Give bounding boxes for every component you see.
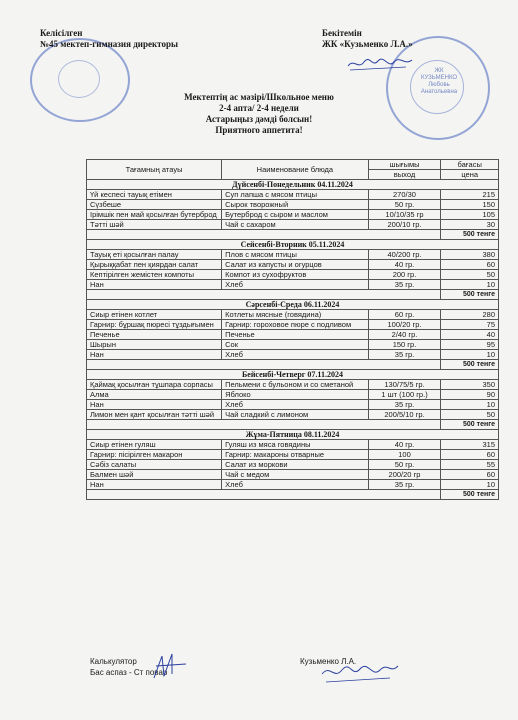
- director-title: №45 мектеп-гимназия директоры: [40, 39, 178, 49]
- dish-name-kz: Сүзбеше: [87, 200, 222, 210]
- dish-name-ru: Сок: [222, 340, 369, 350]
- dish-name-ru: Гуляш из мяса говядины: [222, 440, 369, 450]
- dish-name-ru: Яблоко: [222, 390, 369, 400]
- table-row: [87, 450, 499, 460]
- day-header-row: [87, 240, 499, 250]
- agreed-label: Келісілген: [40, 28, 83, 38]
- day-header-row: [87, 430, 499, 440]
- dish-yield: 100: [368, 450, 441, 460]
- table-row: [87, 400, 499, 410]
- dish-price: 215: [441, 190, 499, 200]
- dish-yield: 50 гр.: [368, 460, 441, 470]
- day-title: Бейсенбі-Четверг 07.11.2024: [87, 370, 499, 380]
- title-line-3: Астарыңыз дәмді болсын!: [205, 114, 313, 124]
- table-row: [87, 310, 499, 320]
- dish-name-kz: Гарнир: пісірілген макарон: [87, 450, 222, 460]
- table-row: [87, 390, 499, 400]
- owner-name: Кузьменко Л.А.: [300, 657, 357, 666]
- day-total-price: 500 тенге: [441, 230, 499, 240]
- table-row: [87, 380, 499, 390]
- dish-price: 10: [441, 480, 499, 490]
- header-ru-name: Наименование блюда: [222, 160, 369, 180]
- entrepreneur-name: ЖК «Кузьменко Л.А.»: [322, 39, 413, 49]
- table-row: [87, 320, 499, 330]
- dish-price: 105: [441, 210, 499, 220]
- dish-yield: 200/5/10 гр.: [368, 410, 441, 420]
- dish-yield: 1 шт (100 гр.): [368, 390, 441, 400]
- dish-name-kz: Қаймақ қосылған тұшпара сорпасы: [87, 380, 222, 390]
- dish-price: 60: [441, 470, 499, 480]
- dish-price: 60: [441, 260, 499, 270]
- menu-table: [86, 159, 499, 500]
- dish-price: 50: [441, 410, 499, 420]
- table-row: [87, 220, 499, 230]
- dish-name-ru: Пельмени с бульоном и со сметаной: [222, 380, 369, 390]
- dish-name-ru: Компот из сухофруктов: [222, 270, 369, 280]
- dish-price: 55: [441, 460, 499, 470]
- dish-yield: 40 гр.: [368, 440, 441, 450]
- dish-name-ru: Гарнир: гороховое пюре с подливом: [222, 320, 369, 330]
- dish-name-ru: Салат из капусты и огурцов: [222, 260, 369, 270]
- table-row: [87, 270, 499, 280]
- dish-name-ru: Гарнир: макароны отварные: [222, 450, 369, 460]
- dish-name-kz: Үй кеспесі тауық етімен: [87, 190, 222, 200]
- day-total-row: [87, 360, 499, 370]
- dish-price: 50: [441, 270, 499, 280]
- day-header-row: [87, 370, 499, 380]
- chef-label: Бас аспаз - Ст повар: [90, 668, 168, 677]
- dish-price: 10: [441, 350, 499, 360]
- dish-price: 90: [441, 390, 499, 400]
- dish-price: 350: [441, 380, 499, 390]
- dish-yield: 150 гр.: [368, 340, 441, 350]
- dish-name-ru: Чай с сахаром: [222, 220, 369, 230]
- dish-name-ru: Хлеб: [222, 350, 369, 360]
- dish-name-kz: Нан: [87, 280, 222, 290]
- dish-price: 10: [441, 400, 499, 410]
- dish-name-ru: Хлеб: [222, 400, 369, 410]
- dish-name-kz: Лимон мен қант қосылған тәтті шәй: [87, 410, 222, 420]
- dish-yield: 10/10/35 гр: [368, 210, 441, 220]
- dish-name-ru: Сырок творожный: [222, 200, 369, 210]
- table-row: [87, 440, 499, 450]
- table-row: [87, 480, 499, 490]
- dish-price: 315: [441, 440, 499, 450]
- title-line-1: Мектептің ас мәзірі/Школьное меню: [184, 92, 334, 102]
- table-row: [87, 470, 499, 480]
- dish-name-kz: Шырын: [87, 340, 222, 350]
- table-row: [87, 260, 499, 270]
- calculator-label: Калькулятор: [90, 657, 137, 666]
- table-row: [87, 410, 499, 420]
- table-header-row-1: [87, 160, 499, 170]
- dish-name-kz: Сиыр етінен котлет: [87, 310, 222, 320]
- day-title: Жұма-Пятница 08.11.2024: [87, 430, 499, 440]
- chef-signature: [150, 650, 190, 682]
- dish-name-kz: Нан: [87, 480, 222, 490]
- header-price-kz: бағасы: [441, 160, 499, 170]
- dish-price: 75: [441, 320, 499, 330]
- dish-name-ru: Суп лапша с мясом птицы: [222, 190, 369, 200]
- dish-yield: 40/200 гр.: [368, 250, 441, 260]
- header-yield-ru: выход: [368, 170, 441, 180]
- dish-yield: 40 гр.: [368, 260, 441, 270]
- table-row: [87, 190, 499, 200]
- day-title: Сейсенбі-Вторник 05.11.2024: [87, 240, 499, 250]
- dish-yield: 60 гр.: [368, 310, 441, 320]
- approval-right-block: [322, 28, 413, 50]
- day-total-row: [87, 230, 499, 240]
- dish-name-ru: Плов с мясом птицы: [222, 250, 369, 260]
- title-line-4: Приятного аппетита!: [215, 125, 303, 135]
- table-row: [87, 250, 499, 260]
- day-total-price: 500 тенге: [441, 290, 499, 300]
- table-row: [87, 340, 499, 350]
- dish-name-kz: Қырыққабат пен қиярдан салат: [87, 260, 222, 270]
- stamp-lettering: ЖК КУЗЬМЕНКО Любовь Анатольевна: [420, 68, 458, 95]
- approval-left-block: [40, 28, 178, 50]
- dish-yield: 50 гр.: [368, 200, 441, 210]
- dish-name-ru: Чай сладкий с лимоном: [222, 410, 369, 420]
- dish-price: 60: [441, 450, 499, 460]
- dish-name-kz: Сиыр етінен гуляш: [87, 440, 222, 450]
- table-row: [87, 210, 499, 220]
- total-spacer: [87, 230, 441, 240]
- menu-title: [0, 92, 518, 136]
- dish-price: 30: [441, 220, 499, 230]
- table-row: [87, 350, 499, 360]
- dish-price: 40: [441, 330, 499, 340]
- dish-name-ru: Салат из моркови: [222, 460, 369, 470]
- approve-label: Бекітемін: [322, 28, 362, 38]
- table-row: [87, 200, 499, 210]
- dish-name-ru: Хлеб: [222, 280, 369, 290]
- dish-name-kz: Печенье: [87, 330, 222, 340]
- day-total-price: 500 тенге: [441, 360, 499, 370]
- dish-price: 95: [441, 340, 499, 350]
- dish-yield: 200/20 гр: [368, 470, 441, 480]
- day-header-row: [87, 300, 499, 310]
- dish-yield: 200/10 гр.: [368, 220, 441, 230]
- dish-yield: 35 гр.: [368, 280, 441, 290]
- total-spacer: [87, 290, 441, 300]
- day-total-row: [87, 420, 499, 430]
- dish-price: 150: [441, 200, 499, 210]
- day-header-row: [87, 180, 499, 190]
- dish-name-ru: Котлеты мясные (говядина): [222, 310, 369, 320]
- day-total-row: [87, 290, 499, 300]
- day-total-price: 500 тенге: [441, 420, 499, 430]
- owner-signature: [320, 660, 400, 686]
- dish-yield: 2/40 гр.: [368, 330, 441, 340]
- dish-yield: 35 гр.: [368, 400, 441, 410]
- dish-price: 280: [441, 310, 499, 320]
- dish-yield: 130/75/5 гр.: [368, 380, 441, 390]
- total-spacer: [87, 360, 441, 370]
- dish-name-ru: Печенье: [222, 330, 369, 340]
- title-line-2: 2-4 апта/ 2-4 недели: [219, 103, 299, 113]
- dish-name-kz: Нан: [87, 350, 222, 360]
- dish-name-ru: Хлеб: [222, 480, 369, 490]
- dish-yield: 35 гр.: [368, 480, 441, 490]
- header-price-ru: цена: [441, 170, 499, 180]
- dish-yield: 270/30: [368, 190, 441, 200]
- table-row: [87, 330, 499, 340]
- director-signature: [346, 54, 414, 74]
- dish-name-kz: Тәтті шәй: [87, 220, 222, 230]
- dish-name-kz: Ірімшік пен май қосылған бутерброд: [87, 210, 222, 220]
- dish-name-kz: Алма: [87, 390, 222, 400]
- dish-name-ru: Чай с медом: [222, 470, 369, 480]
- dish-name-kz: Гарнир: бұршақ пюресі тұздығымен: [87, 320, 222, 330]
- dish-yield: 200 гр.: [368, 270, 441, 280]
- day-total-price: 500 тенге: [441, 490, 499, 500]
- total-spacer: [87, 490, 441, 500]
- dish-price: 10: [441, 280, 499, 290]
- dish-price: 380: [441, 250, 499, 260]
- dish-name-kz: Нан: [87, 400, 222, 410]
- table-row: [87, 460, 499, 470]
- dish-name-kz: Кептірілген жемістен компоты: [87, 270, 222, 280]
- dish-name-ru: Бутерброд с сыром и маслом: [222, 210, 369, 220]
- dish-name-kz: Тауық еті қосылған палау: [87, 250, 222, 260]
- total-spacer: [87, 420, 441, 430]
- header-kz-name: Тағамның атауы: [87, 160, 222, 180]
- day-total-row: [87, 490, 499, 500]
- table-row: [87, 280, 499, 290]
- dish-yield: 35 гр.: [368, 350, 441, 360]
- dish-yield: 100/20 гр.: [368, 320, 441, 330]
- header-yield-kz: шығымы: [368, 160, 441, 170]
- dish-name-kz: Сәбіз салаты: [87, 460, 222, 470]
- day-title: Сәрсенбі-Среда 06.11.2024: [87, 300, 499, 310]
- day-title: Дүйсенбі-Понедельник 04.11.2024: [87, 180, 499, 190]
- dish-name-kz: Балмен шәй: [87, 470, 222, 480]
